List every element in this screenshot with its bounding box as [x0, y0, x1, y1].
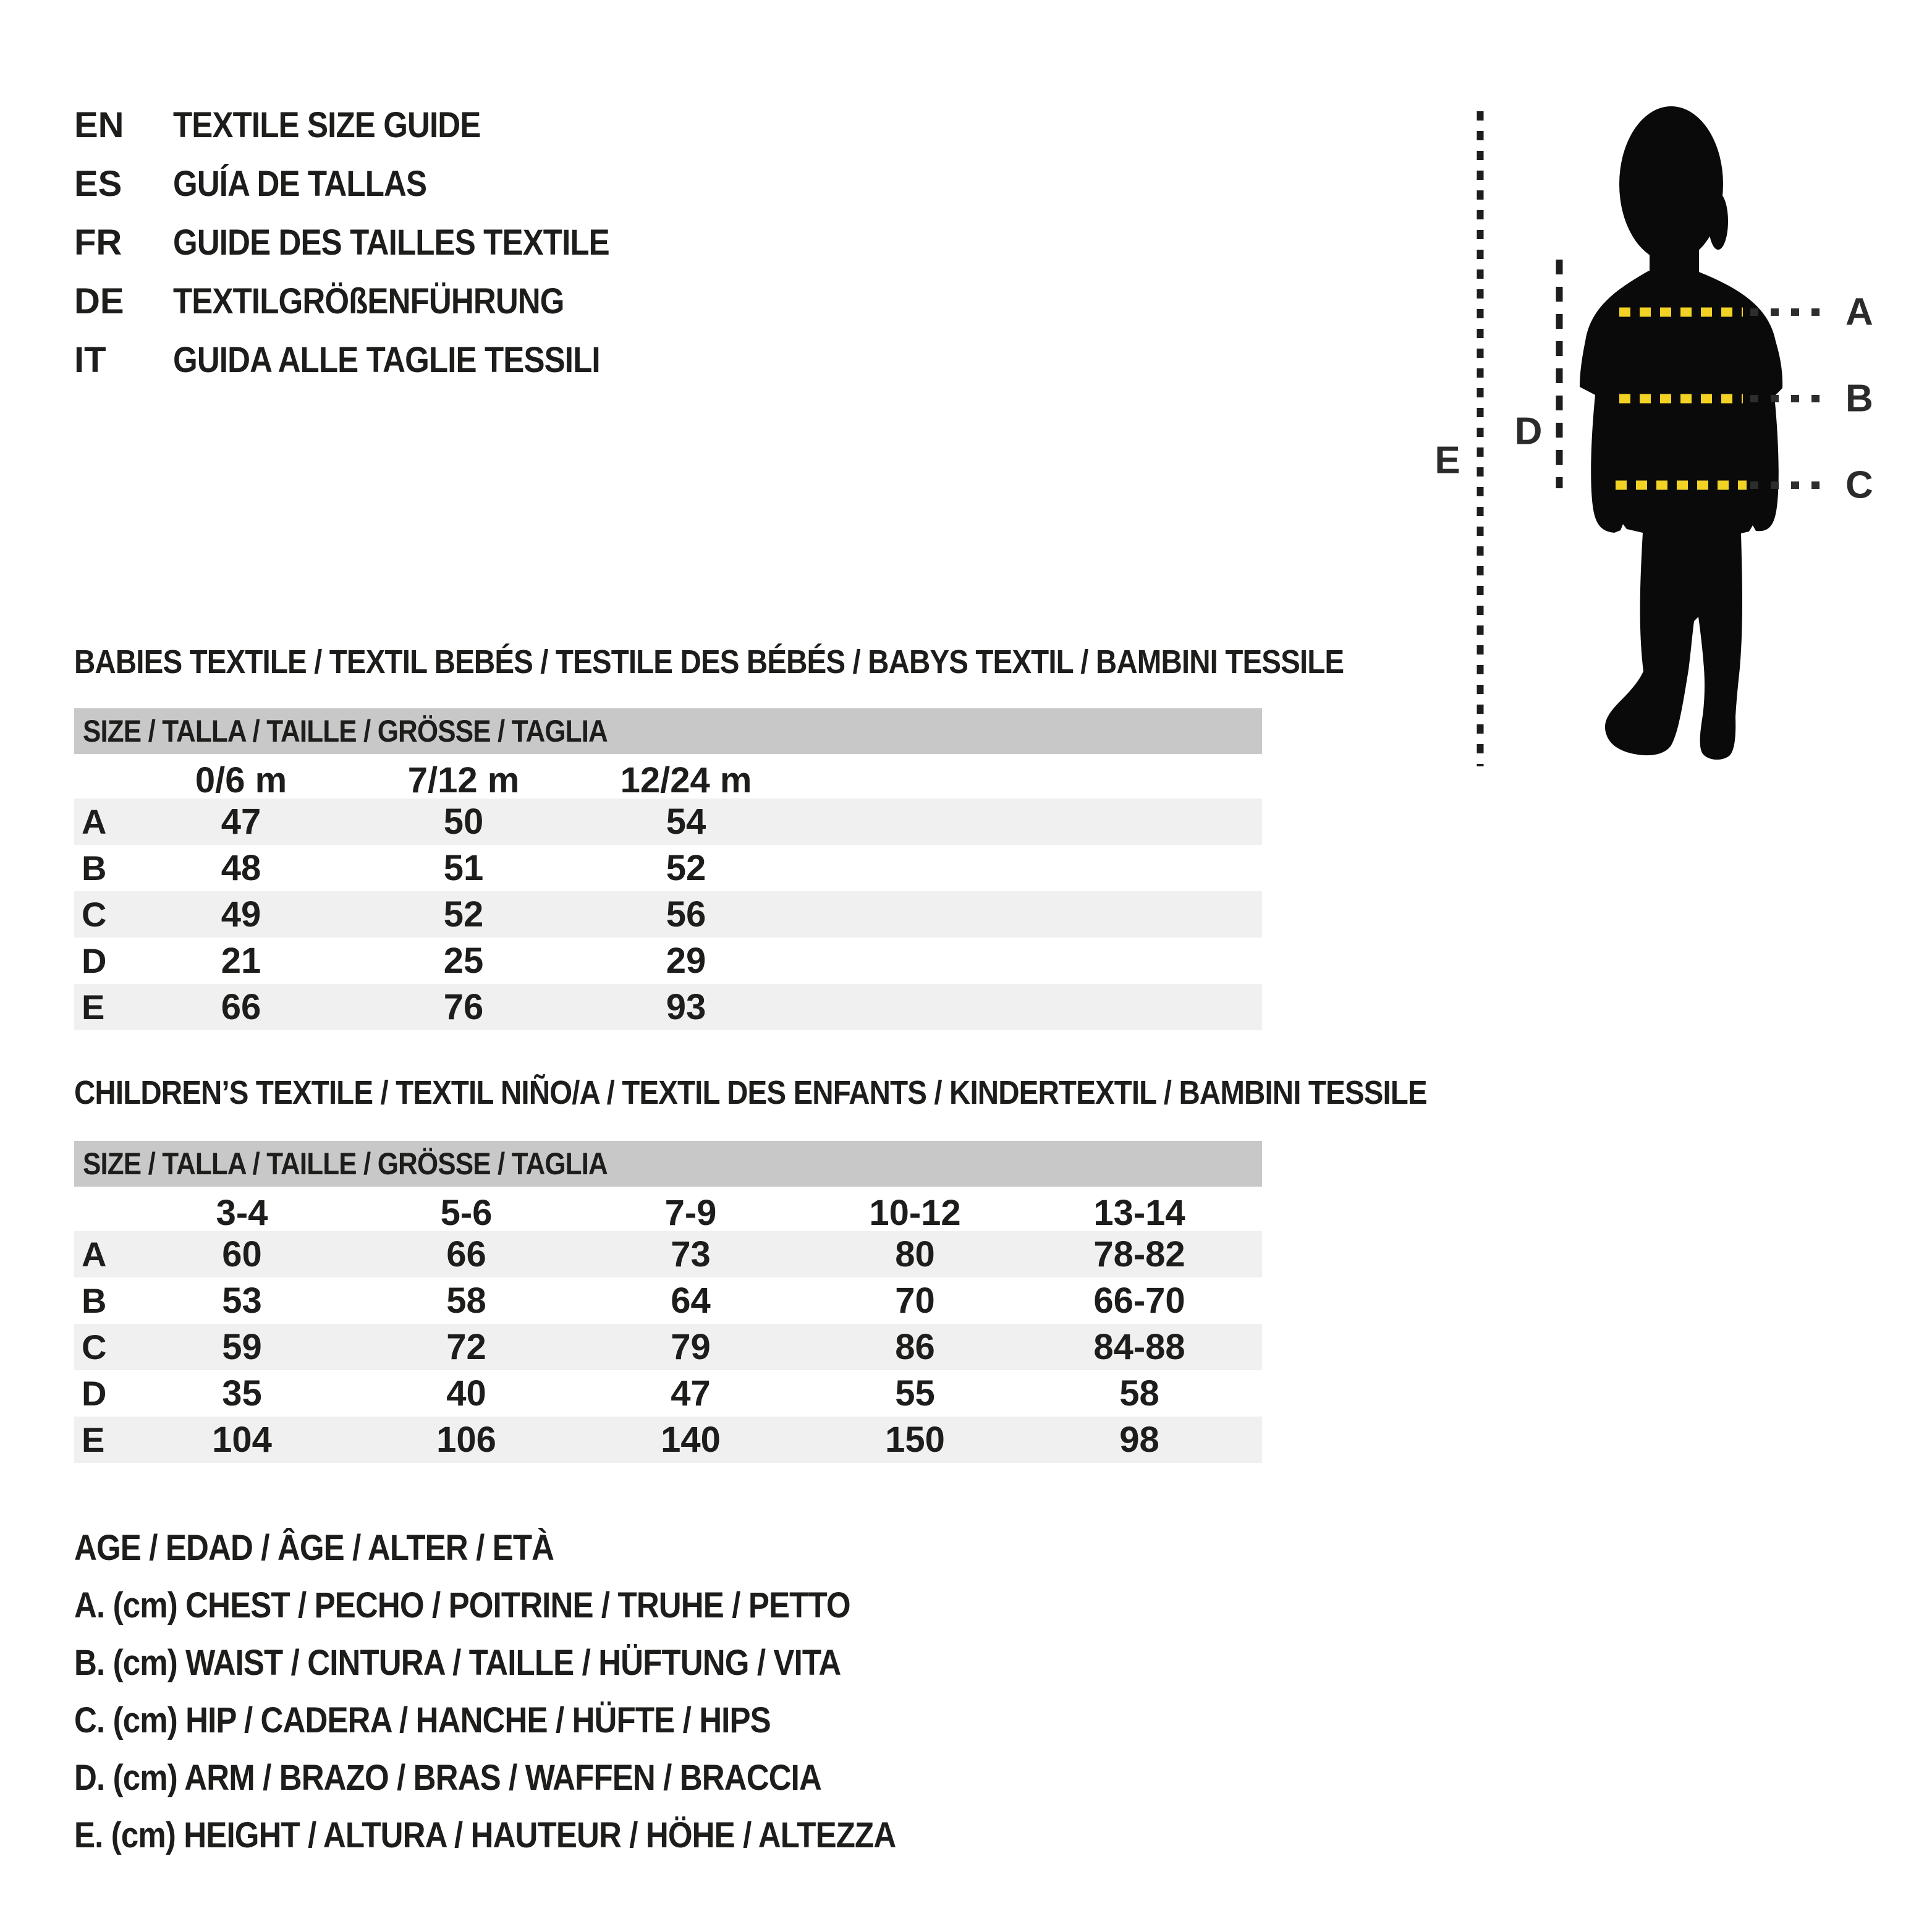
table-cell: 66	[221, 987, 261, 1027]
babies-column-header-row	[74, 761, 1262, 799]
lang-title: GUIDA ALLE TAGLIE TESSILI	[173, 340, 600, 380]
table-row	[74, 984, 1262, 1030]
table-row	[74, 1324, 1262, 1370]
table-cell: 150	[885, 1420, 945, 1460]
table-cell: 64	[671, 1281, 711, 1321]
table-cell: 49	[221, 894, 261, 934]
legend-text: C. (cm) HIP / CADERA / HANCHE / HÜFTE / HIPS	[74, 1700, 771, 1740]
silhouette-hair	[1708, 193, 1728, 250]
table-cell: 59	[222, 1327, 262, 1367]
lang-title: TEXTILGRÖßENFÜHRUNG	[173, 281, 564, 321]
table-cell: 73	[671, 1234, 711, 1274]
lang-row-es	[74, 155, 669, 213]
table-cell: 76	[443, 987, 484, 1027]
table-cell: 54	[666, 802, 706, 842]
legend-text: D. (cm) ARM / BRAZO / BRAS / WAFFEN / BRACCIA	[74, 1758, 821, 1798]
legend-line-hip	[74, 1692, 1008, 1749]
table-cell: 58	[1119, 1373, 1159, 1413]
row-label: B	[82, 849, 107, 888]
diagram-label-e: E	[1434, 439, 1460, 482]
measurement-diagram	[1403, 93, 1932, 803]
lang-code: ES	[74, 164, 122, 204]
language-title-list	[74, 96, 669, 389]
lang-title: GUIDE DES TAILLES TEXTILE	[173, 222, 609, 263]
children-section-heading	[74, 1074, 1611, 1112]
legend-text: A. (cm) CHEST / PECHO / POITRINE / TRUHE / PETTO	[74, 1585, 850, 1625]
table-cell: 93	[666, 987, 706, 1027]
children-heading-text: CHILDREN’S TEXTILE / TEXTIL NIÑO/A / TEXTIL DES ENFANTS / KINDERTEXTIL / BAMBINI TESSILE	[74, 1074, 1427, 1111]
lang-code: DE	[74, 281, 124, 321]
diagram-label-c: C	[1845, 464, 1873, 507]
measurement-legend	[74, 1519, 1008, 1864]
legend-text: E. (cm) HEIGHT / ALTURA / HAUTEUR / HÖHE / ALTEZZA	[74, 1815, 896, 1855]
legend-line-waist	[74, 1634, 1008, 1692]
table-cell: 25	[443, 941, 484, 981]
table-cell: 104	[212, 1420, 272, 1460]
table-cell: 80	[895, 1234, 935, 1274]
table-cell: 58	[446, 1281, 486, 1321]
table-cell: 79	[671, 1327, 711, 1367]
row-label: C	[82, 1328, 107, 1366]
table-cell: 51	[443, 848, 484, 888]
table-cell: 35	[222, 1373, 262, 1413]
column-header: 7-9	[664, 1192, 717, 1233]
babies-heading-text: BABIES TEXTILE / TEXTIL BEBÉS / TESTILE DES BÉBÉS / BABYS TEXTIL / BAMBINI TESSILE	[74, 643, 1344, 680]
table-cell: 48	[221, 848, 261, 888]
table-cell: 53	[222, 1281, 262, 1321]
table-cell: 56	[666, 894, 706, 934]
child-silhouette-icon	[1580, 106, 1782, 760]
table-row	[74, 1277, 1262, 1324]
table-cell: 21	[221, 941, 261, 981]
table-row	[74, 938, 1262, 984]
table-cell: 140	[661, 1420, 721, 1460]
legend-text: B. (cm) WAIST / CINTURA / TAILLE / HÜFTUNG / VITA	[74, 1643, 841, 1683]
row-label: E	[82, 988, 105, 1027]
children-column-header-row	[74, 1194, 1262, 1231]
lang-code: IT	[74, 340, 106, 380]
diagram-label-d: D	[1514, 410, 1543, 453]
diagram-label-b: B	[1845, 377, 1873, 420]
row-label: A	[82, 802, 107, 841]
babies-size-table	[74, 761, 1262, 1030]
row-label: A	[82, 1235, 107, 1274]
row-label: D	[82, 1374, 107, 1413]
table-cell: 60	[222, 1234, 262, 1274]
row-label: C	[82, 895, 107, 934]
table-cell: 106	[436, 1420, 496, 1460]
children-size-header-text: SIZE / TALLA / TAILLE / GRÖSSE / TAGLIA	[83, 1146, 608, 1181]
column-header: 12/24 m	[620, 760, 752, 800]
table-row	[74, 845, 1262, 891]
lang-title: TEXTILE SIZE GUIDE	[173, 105, 481, 145]
column-header: 13-14	[1093, 1192, 1185, 1233]
diagram-label-a: A	[1845, 290, 1873, 334]
table-cell: 47	[221, 802, 261, 842]
table-cell: 29	[666, 941, 706, 981]
table-cell: 72	[446, 1327, 486, 1367]
lang-code: FR	[74, 222, 122, 263]
lang-row-fr	[74, 213, 669, 272]
table-cell: 66	[446, 1234, 486, 1274]
table-cell: 40	[446, 1373, 486, 1413]
legend-line-height	[74, 1807, 1008, 1864]
table-cell: 66-70	[1093, 1281, 1185, 1321]
legend-line-chest	[74, 1577, 1008, 1634]
row-label: E	[82, 1420, 105, 1459]
babies-section-heading	[74, 643, 1517, 681]
babies-size-header-text: SIZE / TALLA / TAILLE / GRÖSSE / TAGLIA	[83, 714, 608, 748]
silhouette-body	[1580, 271, 1782, 760]
table-cell: 52	[443, 894, 484, 934]
children-size-header-bar	[74, 1141, 1262, 1187]
table-cell: 47	[671, 1373, 711, 1413]
table-row	[74, 1370, 1262, 1417]
lang-code: EN	[74, 105, 124, 145]
table-row	[74, 891, 1262, 938]
table-cell: 70	[895, 1281, 935, 1321]
table-cell: 84-88	[1093, 1327, 1185, 1367]
table-cell: 50	[443, 802, 484, 842]
column-header: 0/6 m	[195, 760, 287, 800]
legend-line-age	[74, 1519, 1008, 1577]
legend-line-arm	[74, 1749, 1008, 1807]
table-row	[74, 1231, 1262, 1277]
column-header: 7/12 m	[407, 760, 520, 800]
lang-row-de	[74, 272, 669, 331]
table-row	[74, 1417, 1262, 1463]
lang-row-it	[74, 331, 669, 389]
lang-title: GUÍA DE TALLAS	[173, 164, 427, 204]
table-cell: 78-82	[1093, 1234, 1185, 1274]
table-cell: 55	[895, 1373, 935, 1413]
children-size-table	[74, 1194, 1262, 1463]
column-header: 10-12	[869, 1192, 961, 1233]
table-cell: 86	[895, 1327, 935, 1367]
table-cell: 52	[666, 848, 706, 888]
table-cell: 98	[1119, 1420, 1159, 1460]
row-label: B	[82, 1281, 107, 1320]
table-row	[74, 799, 1262, 845]
row-label: D	[82, 941, 107, 980]
babies-size-header-bar	[74, 708, 1262, 754]
legend-text: AGE / EDAD / ÂGE / ALTER / ETÀ	[74, 1528, 554, 1568]
column-header: 3-4	[216, 1192, 268, 1233]
lang-row-en	[74, 96, 669, 155]
column-header: 5-6	[440, 1192, 493, 1233]
